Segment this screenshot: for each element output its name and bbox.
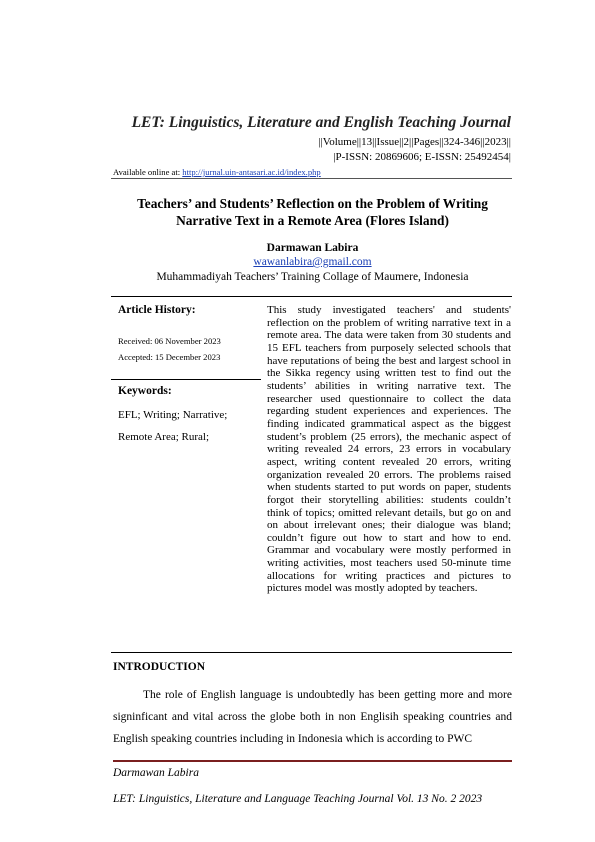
abstract-text: This study investigated teachers' and students' reflection on the problem of writing narrative text in a remote area. The data were taken from 30 students and 15 EFL teachers from purposely selected schools that have reputations of being the best and largest school in the Sikka regency using written test to find out the students’ abilities in writing narrative text. The researcher used questionnaire to collect the data regarding student experiences and experiences. The finding indicated grammatical aspect as the biggest student’s problem (25 errors), the mechanic aspect of writing revealed 24 errors, 23 errors in vocabulary aspect, writing content revealed 20 errors, writing organization revealed 20 errors. The problems raised when students started to put words on paper, students forgot their storytelling abilities: students couldn’t think of topics; omitted relevant details, but go on and on about irrelevant ones; their dialogue was bland; couldn’t figure out how to start and how to end. Grammar and vocabulary were mostly performed in writing activities, most teachers used 50-minute time allocations for writing practices and pictures to pictures model was mostly adopted by teachers. bbox=[267, 304, 511, 595]
volume-line: ||Volume||13||Issue||2||Pages||324-346||2023|| bbox=[318, 136, 511, 148]
keywords-heading: Keywords: bbox=[118, 385, 172, 397]
paper-title bbox=[100, 195, 525, 229]
author-name: Darmawan Labira bbox=[266, 242, 359, 254]
info-bottom-rule bbox=[111, 652, 512, 653]
keywords-line1: EFL; Writing; Narrative; bbox=[118, 409, 228, 421]
available-label: Available online at: bbox=[113, 167, 183, 177]
available-online bbox=[113, 167, 321, 177]
footer-author: Darmawan Labira bbox=[113, 767, 199, 779]
header-divider bbox=[111, 178, 512, 179]
issn-line: |P-ISSN: 20869606; E-ISSN: 25492454| bbox=[333, 151, 511, 163]
email-link[interactable]: wawanlabira@gmail.com bbox=[253, 256, 372, 268]
paper-title-line2: Narrative Text in a Remote Area (Flores Island) bbox=[176, 213, 449, 228]
article-history-heading: Article History: bbox=[118, 304, 196, 316]
author-affiliation: Muhammadiyah Teachers’ Training Collage of Maumere, Indonesia bbox=[156, 271, 469, 283]
introduction-paragraph: The role of English language is undoubtedly has been getting more and more signinficant and vital across the globe both in non Englisih speaking countries and English speaking countries including in Indonesia which is according to PWC bbox=[113, 689, 512, 745]
journal-title: LET: Linguistics, Literature and English Teaching Journal bbox=[131, 114, 511, 131]
footer-divider bbox=[113, 760, 512, 762]
journal-url-link[interactable]: http://jurnal.uin-antasari.ac.id/index.php bbox=[182, 167, 321, 177]
author-email bbox=[100, 256, 525, 268]
introduction-heading: INTRODUCTION bbox=[113, 661, 206, 673]
paper-title-line1: Teachers’ and Students’ Reflection on the Problem of Writing bbox=[137, 196, 488, 211]
keywords-line2: Remote Area; Rural; bbox=[118, 431, 210, 443]
info-top-rule bbox=[111, 296, 512, 297]
received-date: Received: 06 November 2023 bbox=[118, 336, 221, 346]
footer-journal: LET: Linguistics, Literature and Language Teaching Journal Vol. 13 No. 2 2023 bbox=[113, 793, 483, 805]
keywords-divider bbox=[111, 379, 261, 380]
accepted-date: Accepted: 15 December 2023 bbox=[118, 352, 221, 362]
